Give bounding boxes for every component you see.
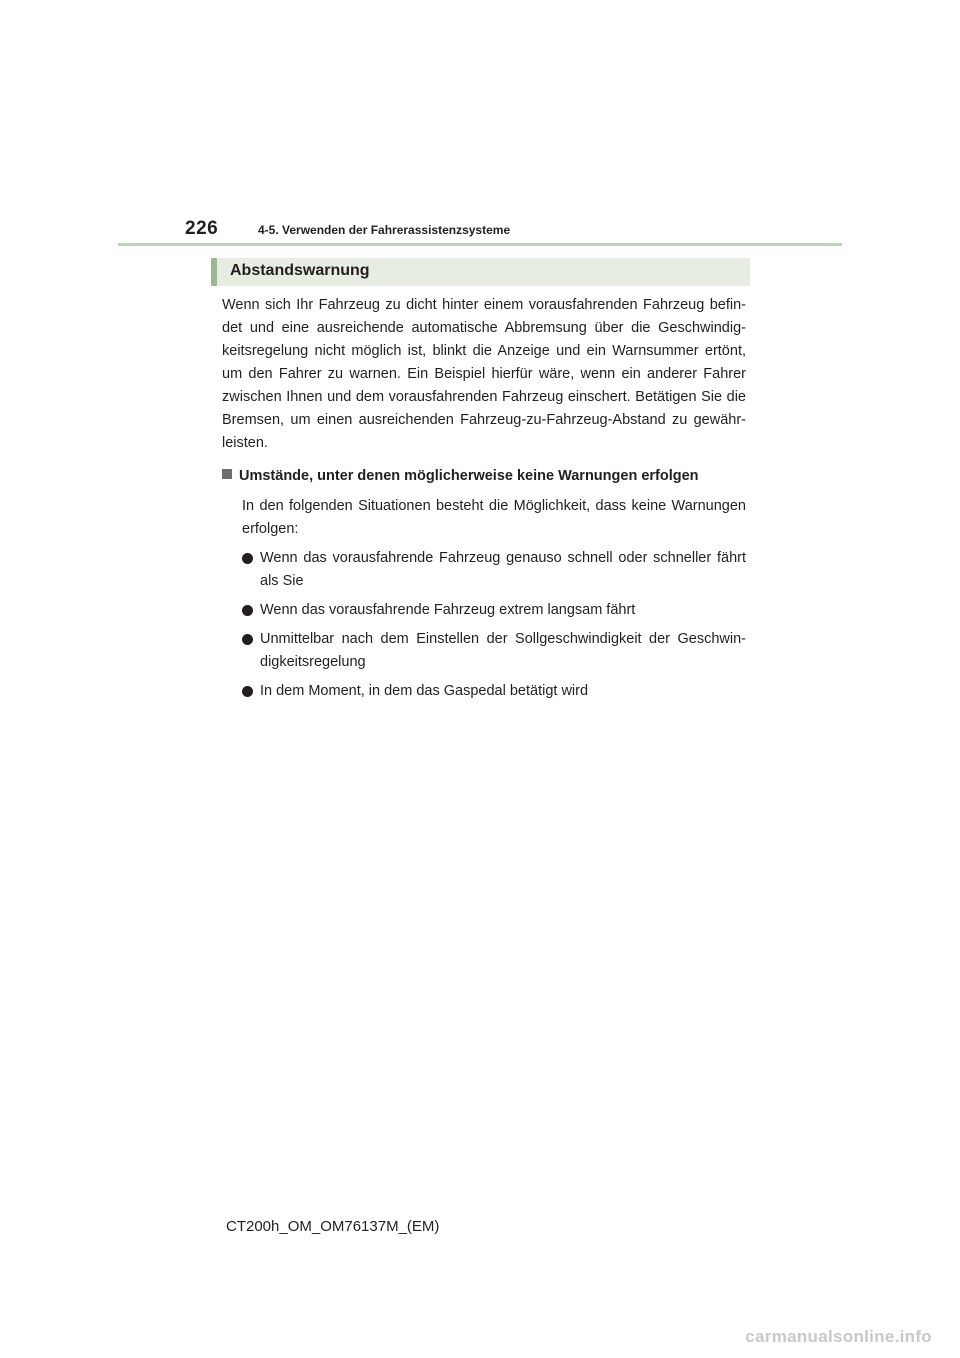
list-item	[242, 680, 746, 703]
bullet-list	[242, 547, 746, 703]
list-item-text: Wenn das vorausfahrende Fahrzeug genauso schnell oder schneller fährt als Sie	[260, 550, 746, 589]
header-divider	[118, 243, 842, 246]
bullet-dot-icon	[242, 553, 253, 564]
intro-paragraph: Wenn sich Ihr Fahrzeug zu dicht hinter einem vorausfahrenden Fahrzeug befin-det und eine ausreichende automatische Abbremsung über die Geschwindig-keitsregelung nicht möglich ist, blinkt die Anzeige und ein Warnsummer ertönt, um den Fahrer zu warnen. Ein Beispiel hierfür wäre, wenn ein anderer Fahrer zwischen Ihnen und dem vorausfahrenden Fahrzeug einschert. Betätigen Sie die Bremsen, um einen ausreichenden Fahrzeug-zu-Fahrzeug-Abstand zu gewähr-leisten.	[222, 297, 746, 451]
list-item	[242, 547, 746, 593]
page-number: 226	[185, 218, 219, 239]
list-item-text: Unmittelbar nach dem Einstellen der Sollgeschwindigkeit der Geschwin-digkeitsregelung	[260, 631, 746, 670]
section-title: 4-5. Verwenden der Fahrerassistenzsysteme	[258, 223, 511, 237]
section-heading-box	[211, 258, 750, 286]
list-item-text: In dem Moment, in dem das Gaspedal betätigt wird	[260, 683, 589, 699]
bullet-dot-icon	[242, 634, 253, 645]
model-code: CT200h_OM_OM76137M_(EM)	[226, 1218, 440, 1235]
subsection-text: In den folgenden Situationen besteht die Möglichkeit, dass keine Warnungen erfolgen:	[242, 498, 746, 537]
section-heading: Abstandswarnung	[230, 262, 370, 279]
list-item-text: Wenn das vorausfahrende Fahrzeug extrem langsam fährt	[260, 602, 636, 618]
watermark: carmanualsonline.info	[745, 1327, 932, 1346]
list-item	[242, 599, 746, 622]
subsection-heading	[222, 465, 746, 488]
bullet-dot-icon	[242, 686, 253, 697]
square-bullet-icon	[222, 469, 232, 479]
list-item	[242, 628, 746, 674]
subsection-title: Umstände, unter denen möglicherweise keine Warnungen erfolgen	[239, 468, 699, 484]
bullet-dot-icon	[242, 605, 253, 616]
page-header	[0, 0, 960, 250]
main-content	[222, 294, 746, 709]
